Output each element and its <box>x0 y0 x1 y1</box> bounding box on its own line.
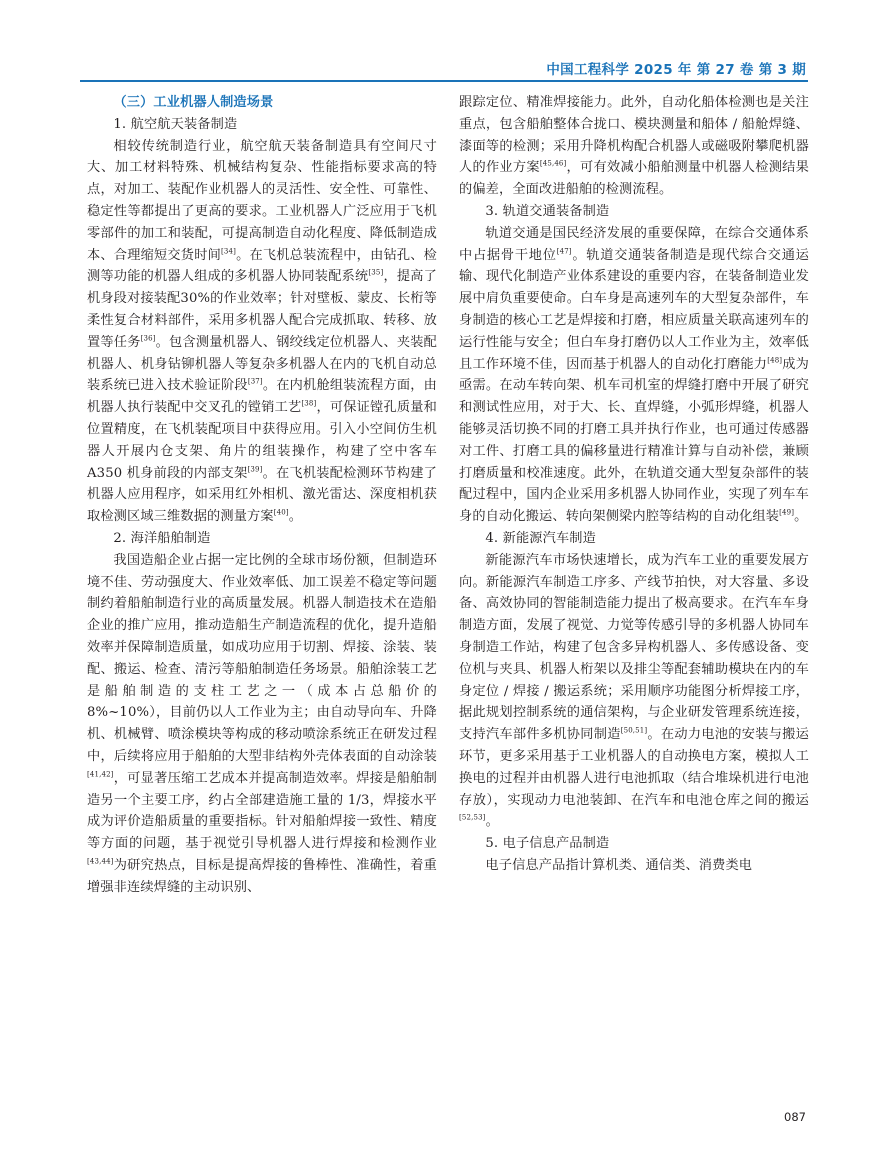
left-column <box>87 92 437 898</box>
citation[interactable]: [43,44] <box>87 857 114 866</box>
citation[interactable]: [35] <box>368 268 384 277</box>
paragraph-rail: 轨道交通是国民经济发展的重要保障，在综合交通体系中占据骨干地位[47]。轨道交通装备制造是现代综合交通运输、现代化制造产业体系建设的重要内容，在装备制造业发展中肩负重要使命。白车身是高速列车的大型复杂部件，车身制造的核心工艺是焊接和打磨，相应质量关联高速列车的运行性能与安全；但白车身打磨仍以人工作业为主，效率低且工作环境不佳，因而基于机器人的自动化打磨能力[48]成为亟需。在动车转向架、机车司机室的焊缝打磨中开展了研究和测试性应用，对于大、长、直焊缝，小弧形焊缝，机器人能够灵活切换不同的打磨工具并执行作业，也可通过传感器对工件、打磨工具的偏移量进行精准计算与自动补偿，兼顾打磨质量和校准速度。此外，在轨道交通大型复杂部件的装配过程中，国内企业采用多机器人协同作业，实现了列车车身的自动化搬运、转向架侧梁内腔等结构的自动化组装[49]。 <box>459 225 809 525</box>
paragraph-nev: 新能源汽车市场快速增长，成为汽车工业的重要发展方向。新能源汽车制造工序多、产线节拍快，对大容量、多设备、高效协同的智能制造能力提出了极高要求。在汽车车身制造方面，发展了视觉、力觉等传感引导的多机器人协同车身制造工作站，构建了包含多异构机器人、多传感设备、变位机与夹具、机器人桁架以及排尘等配套辅助模块在内的车身定位 / 焊接 / 搬运系统；采用顺序功能图分析焊接工序，据此规划控制系统的通信架构，与企业研发管理系统连接，支持汽车部件多机协同制造[50,51]。在动力电池的安装与搬运环节，更多采用基于工业机器人的自动换电方案，模拟人工换电的过程并由机器人进行电池抓取（结合堆垛机进行电池存放），实现动力电池装卸、在汽车和电池仓库之间的搬运[52,53]。 <box>459 552 809 830</box>
citation[interactable]: [48] <box>767 356 783 365</box>
citation[interactable]: [36] <box>140 334 156 343</box>
header-rule <box>80 80 808 82</box>
page-number: 087 <box>784 1110 806 1124</box>
paragraph-shipbuilding: 我国造船企业占据一定比例的全球市场份额，但制造环境不佳、劳动强度大、作业效率低、加工误差不稳定等问题制约着船舶制造行业的高质量发展。机器人制造技术在造船企业的推广应用，推动造船生产制造流程的优化，提升造船效率并保障制造质量，如成功应用于切割、焊接、涂装、装配、搬运、检查、清污等船舶制造任务场景。船舶涂装工艺是船舶制造的支柱工艺之一（成本占总船价的 8%~10%），目前仍以人工作业为主；由自动导向车、升降机、机械臂、喷涂模块等构成的移动喷涂系统正在研发过程中，后续将应用于船舶的大型非结构外壳体表面的自动涂装[41,42]，可显著压缩工艺成本并提高制造效率。焊接是船舶制造另一个主要工序，约占全部建造施工量的 1/3，焊接水平成为评价造船质量的重要指标。针对船舶焊接一致性、精度等方面的问题，基于视觉引导机器人进行焊接和检测作业[43,44]为研究热点，目标是提高焊接的鲁棒性、准确性，着重增强非连续焊缝的主动识别、 <box>87 552 437 895</box>
subsection-title-shipbuilding: 2. 海洋船舶制造 <box>113 530 211 546</box>
citation[interactable]: [40] <box>273 508 289 517</box>
citation[interactable]: [49] <box>779 508 795 517</box>
subsection-title-nev: 4. 新能源汽车制造 <box>485 530 596 546</box>
citation[interactable]: [50,51] <box>620 726 648 735</box>
paragraph-electronics: 电子信息产品指计算机类、通信类、消费类电 <box>485 857 753 873</box>
subsection-title-aerospace: 1. 航空航天装备制造 <box>113 116 238 132</box>
citation[interactable]: [45,46] <box>539 160 567 168</box>
citation[interactable]: [37] <box>247 377 263 386</box>
subsection-title-rail: 3. 轨道交通装备制造 <box>485 203 610 219</box>
paragraph-aerospace: 相较传统制造行业，航空航天装备制造具有空间尺寸大、加工材料特殊、机械结构复杂、性能指标要求高的特点，对加工、装配作业机器人的灵活性、安全性、可靠性、稳定性等都提出了更高的要求。工业机器人广泛应用于飞机零部件的加工和装配，可提高制造自动化程度、降低制造成本、合理缩短交货时间[34]。在飞机总装流程中，由钻孔、检测等功能的机器人组成的多机器人协同装配系统[35]，提高了机身段对接装配30%的作业效率；针对壁板、蒙皮、长桁等柔性复合材料部件，采用多机器人配合完成抓取、转移、放置等任务[36]。包含测量机器人、钢绞线定位机器人、夹装配机器人、机身钻铆机器人等复杂多机器人在内的飞机自动总装系统已进入技术验证阶段[37]。在内机舱组装流程方面，由机器人执行装配中交叉孔的镗销工艺[38]，可保证镗孔质量和位置精度，在飞机装配项目中获得应用。引入小空间仿生机器人开展内仓支架、角片的组装操作，构建了空中客车 A350 机身前段的内部支架[39]。在飞机装配检测环节构建了机器人应用程序，如采用红外相机、激光雷达、深度相机获取检测区域三维数据的测量方案[40]。 <box>87 138 438 525</box>
citation[interactable]: [41,42] <box>87 770 114 779</box>
citation[interactable]: [34] <box>221 247 236 256</box>
paragraph-shipbuilding-continued: 跟踪定位、精准焊接能力。此外，自动化船体检测也是关注重点，包含船舶整体合拢口、模块测量和船体 / 船舱焊缝、漆面等的检测；采用升降机构配合机器人或磁吸附攀爬机器人的作业方案[45,46]，可有效减小船舶测量中机器人检测结果的偏差，全面改进船舶的检测流程。 <box>459 95 809 198</box>
subsection-title-electronics: 5. 电子信息产品制造 <box>485 836 610 852</box>
journal-header: 中国工程科学 2025 年 第 27 卷 第 3 期 <box>546 62 806 78</box>
right-column <box>459 92 809 877</box>
citation[interactable]: [38] <box>301 399 317 408</box>
citation[interactable]: [47] <box>556 247 572 256</box>
citation[interactable]: [52,53] <box>459 813 486 822</box>
section-title: （三）工业机器人制造场景 <box>113 95 274 110</box>
citation[interactable]: [39] <box>247 465 263 474</box>
